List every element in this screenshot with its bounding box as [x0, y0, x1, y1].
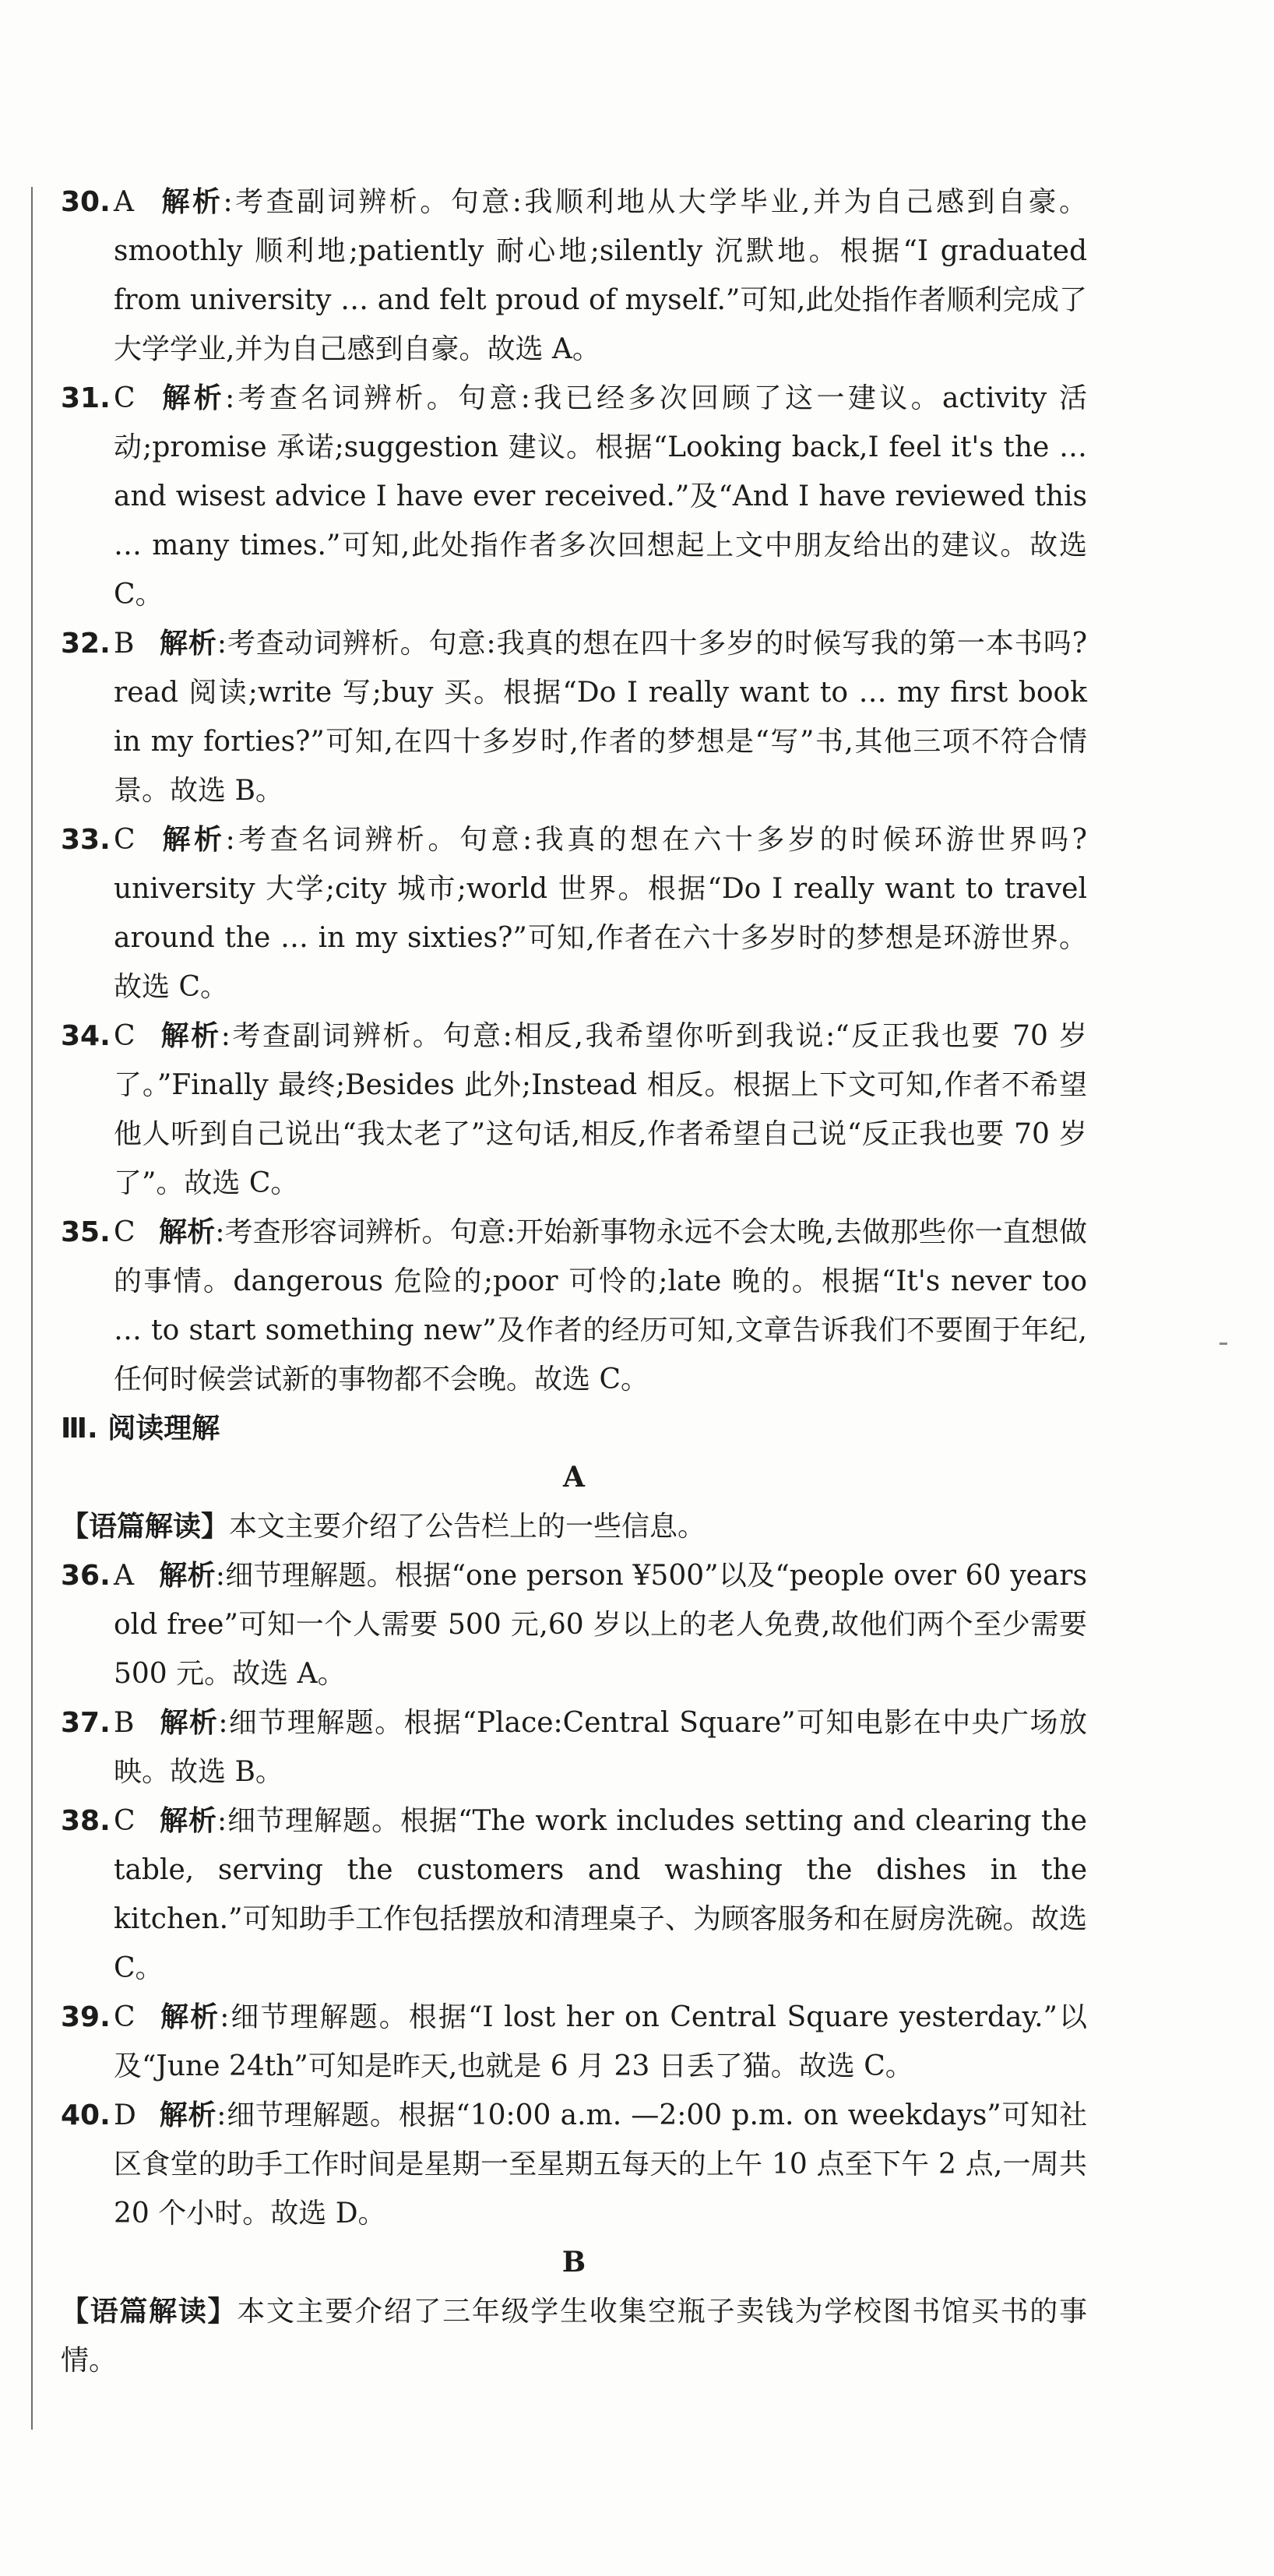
- answer-letter: C: [114, 2001, 135, 2033]
- explanation-label: 解析: [159, 628, 217, 660]
- answer-item: [61, 1012, 1087, 1208]
- margin-mark: [1219, 1343, 1227, 1345]
- intro-text: 本文主要介绍了公告栏上的一些信息。: [229, 1511, 706, 1543]
- explanation-text: :考查副词辨析。句意:相反,我希望你听到我说:“反正我也要 70 岁了。”Finally 最终;Besides 此外;Instead 相反。根据上下文可知,作者不希望他人听到自己说出“我太老了”这句话,相反,作者希望自己说“反正我也要 70 岁了”。故选 C。: [114, 1020, 1087, 1199]
- answer-letter: B: [114, 1707, 135, 1739]
- answer-letter: A: [114, 1560, 134, 1592]
- explanation-text: :考查副词辨析。句意:我顺利地从大学毕业,并为自己感到自豪。smoothly 顺利地;patiently 耐心地;silently 沉默地。根据“I graduated from university … and felt proud of myself.”可知,此处指作者顺利完成了大学学业,并为自己感到自豪。故选 A。: [114, 186, 1087, 365]
- explanation-text: :细节理解题。根据“The work includes setting and clearing the table, serving the customers and washing the dishes in the kitchen.”可知助手工作包括摆放和清理桌子、为顾客服务和在厨房洗碗。故选 C。: [114, 1805, 1087, 1984]
- explanation-label: 解析: [159, 186, 223, 218]
- reading-a-answers: [61, 1551, 1087, 2238]
- question-number: 35.: [61, 1216, 111, 1248]
- answer-letter: C: [114, 824, 135, 856]
- question-number: 40.: [61, 2099, 111, 2131]
- passage-a-intro: [61, 1502, 1087, 1551]
- answer-item: [61, 2091, 1087, 2238]
- answer-letter: C: [114, 1020, 135, 1052]
- margin-rule: [31, 187, 33, 2430]
- explanation-text: :细节理解题。根据“I lost her on Central Square yesterday.”以及“June 24th”可知是昨天,也就是 6 月 23 日丢了猫。故选 C。: [114, 2001, 1087, 2082]
- section-heading-reading: Ⅲ. 阅读理解: [61, 1413, 220, 1445]
- answer-letter: C: [114, 382, 135, 414]
- question-number: 33.: [61, 824, 111, 856]
- explanation-text: :细节理解题。根据“Place:Central Square”可知电影在中央广场放映。故选 B。: [114, 1707, 1087, 1788]
- explanation-text: :考查名词辨析。句意:我已经多次回顾了这一建议。activity 活动;promise 承诺;suggestion 建议。根据“Looking back,I feel it's the … and wisest advice I have ever received.”及“And I have reviewed this … many times.”可知,此处指作者多次回想起上文中朋友给出的建议。故选 C。: [114, 382, 1087, 611]
- intro-text: 本文主要介绍了三年级学生收集空瓶子卖钱为学校图书馆买书的事情。: [61, 2296, 1087, 2377]
- answer-item: [61, 1208, 1087, 1404]
- answer-item: [61, 178, 1087, 374]
- passage-b-intro: [61, 2287, 1087, 2385]
- question-number: 32.: [61, 628, 111, 660]
- explanation-text: :细节理解题。根据“10:00 a.m. —2:00 p.m. on weekdays”可知社区食堂的助手工作时间是星期一至星期五每天的上午 10 点至下午 2 点,一周共 20 个小时。故选 D。: [114, 2099, 1087, 2229]
- answer-item: [61, 815, 1087, 1012]
- explanation-text: :细节理解题。根据“one person ¥500”以及“people over 60 years old free”可知一个人需要 500 元,60 岁以上的老人免费,故他们两个至少需要 500 元。故选 A。: [114, 1560, 1087, 1690]
- question-number: 39.: [61, 2001, 111, 2033]
- explanation-text: :考查形容词辨析。句意:开始新事物永远不会太晚,去做那些你一直想做的事情。dangerous 危险的;poor 可怜的;late 晚的。根据“It's never too … to start something new”及作者的经历可知,文章告诉我们不要囿于年纪,任何时候尝试新的事物都不会晚。故选 C。: [114, 1216, 1087, 1395]
- answer-item: [61, 1797, 1087, 1993]
- question-number: 31.: [61, 382, 111, 414]
- intro-tag: 【语篇解读】: [61, 1511, 230, 1543]
- explanation-text: :考查名词辨析。句意:我真的想在六十多岁的时候环游世界吗? university 大学;city 城市;world 世界。根据“Do I really want to travel around the … in my sixties?”可知,作者在六十多岁时的梦想是环游世界。故选 C。: [114, 824, 1087, 1003]
- explanation-label: 解析: [159, 1707, 219, 1739]
- answer-item: [61, 1551, 1087, 1698]
- answer-letter: B: [114, 628, 135, 660]
- explanation-label: 解析: [159, 1216, 216, 1248]
- answer-item: [61, 374, 1087, 619]
- explanation-text: :考查动词辨析。句意:我真的想在四十多岁的时候写我的第一本书吗? read 阅读;write 写;buy 买。根据“Do I really want to … my first book in my forties?”可知,在四十多岁时,作者的梦想是“写”书,其他三项不符合情景。故选 B。: [114, 628, 1087, 807]
- answer-item: [61, 619, 1087, 815]
- answer-letter: D: [114, 2099, 136, 2131]
- question-number: 34.: [61, 1020, 111, 1052]
- explanation-label: 解析: [159, 2099, 217, 2131]
- question-number: 37.: [61, 1707, 111, 1739]
- answer-letter: C: [114, 1805, 135, 1837]
- vocabulary-answers: [61, 178, 1087, 1404]
- answer-item: [61, 1698, 1087, 1797]
- explanation-label: 解析: [159, 1560, 216, 1592]
- answer-letter: C: [114, 1216, 135, 1248]
- explanation-label: 解析: [159, 1805, 217, 1837]
- passage-b-letter: B: [561, 2246, 586, 2279]
- passage-a-letter: A: [563, 1461, 585, 1494]
- explanation-label: 解析: [159, 1020, 221, 1052]
- page-content: [61, 178, 1087, 2385]
- explanation-label: 解析: [159, 382, 226, 414]
- question-number: 38.: [61, 1805, 111, 1837]
- answer-item: [61, 1993, 1087, 2091]
- question-number: 36.: [61, 1560, 111, 1592]
- intro-tag: 【语篇解读】: [61, 2296, 238, 2328]
- answer-letter: A: [114, 186, 134, 218]
- explanation-label: 解析: [159, 824, 226, 856]
- explanation-label: 解析: [159, 2001, 220, 2033]
- question-number: 30.: [61, 186, 111, 218]
